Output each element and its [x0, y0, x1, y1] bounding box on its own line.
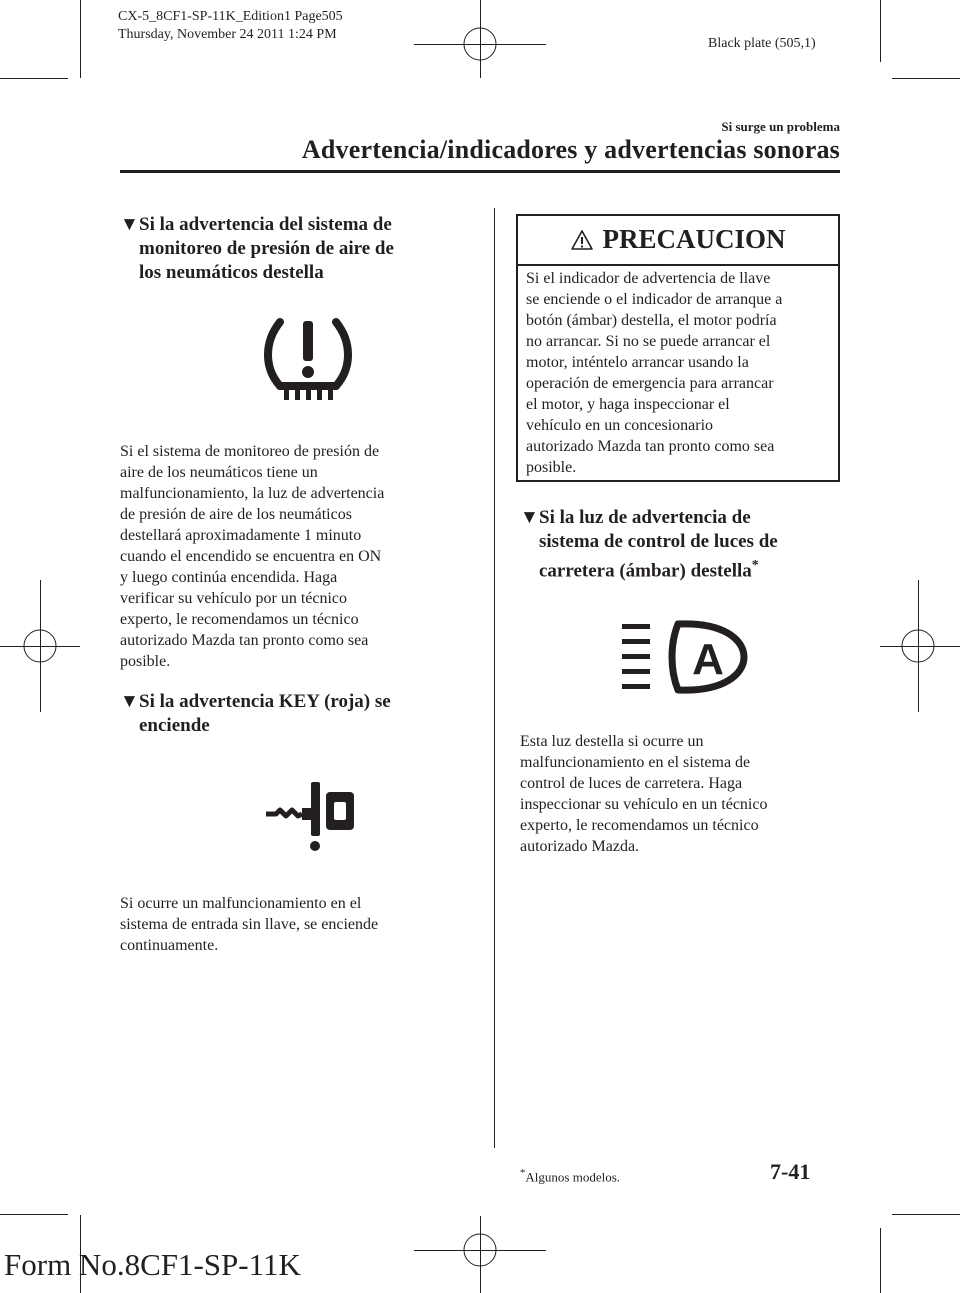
caution-icon — [570, 229, 594, 251]
caution-rule — [518, 264, 838, 266]
text-line: malfuncionamiento en el sistema de — [520, 754, 751, 771]
print-info — [118, 8, 343, 44]
text-line: autorizado Mazda tan pronto como sea — [120, 632, 369, 649]
heading-line — [539, 554, 778, 583]
paragraph-key-warning — [120, 893, 470, 956]
heading-line: monitoreo de presión de aire de — [139, 238, 394, 259]
footnote-star: * — [520, 1167, 526, 1179]
triangle-marker: ▼ — [120, 214, 139, 235]
text-line: no arrancar. Si no se puede arrancar el — [526, 333, 771, 350]
heading-key-warning — [120, 690, 460, 738]
text-line: posible. — [526, 459, 577, 476]
page-title: Advertencia/indicadores y advertencias sonoras — [301, 135, 840, 164]
text-line: y luego continúa encendida. Haga — [120, 569, 338, 586]
text-line: de presión de aire de los neumáticos — [120, 506, 352, 523]
form-number: Form No.8CF1-SP-11K — [4, 1247, 301, 1282]
key-warning-icon — [262, 778, 362, 852]
title-rule — [120, 170, 840, 173]
text-line: inspeccionar su vehículo en un técnico — [520, 796, 768, 813]
footnote — [520, 1167, 620, 1185]
caution-box — [516, 214, 840, 482]
text-line: autorizado Mazda tan pronto como sea — [526, 438, 775, 455]
text-line: motor, inténtelo arrancar usando la — [526, 354, 749, 371]
text-line: Si el indicador de advertencia de llave — [526, 270, 771, 287]
heading-line: Si la luz de advertencia de — [539, 507, 751, 528]
page-number: 7-41 — [770, 1159, 811, 1184]
model-star: * — [751, 558, 759, 573]
heading-line: los neumáticos destella — [139, 262, 324, 283]
text-line: experto, le recomendamos un técnico — [520, 817, 759, 834]
text-line: Si el sistema de monitoreo de presión de — [120, 443, 380, 460]
high-beam-control-icon — [618, 618, 750, 696]
text-line: experto, le recomendamos un técnico — [120, 611, 359, 628]
caution-header — [518, 224, 838, 260]
heading-line: Si la advertencia del sistema de — [139, 214, 392, 235]
footnote-text: Algunos modelos. — [525, 1169, 621, 1185]
heading-high-beam — [520, 506, 850, 583]
text-line: cuando el encendido se encuentra en ON — [120, 548, 382, 565]
text-line: continuamente. — [120, 937, 219, 954]
text-line: destellará aproximadamente 1 minuto — [120, 527, 362, 544]
text-line: se enciende o el indicador de arranque a — [526, 291, 783, 308]
text-line: operación de emergencia para arrancar — [526, 375, 774, 392]
plate-label: Black plate (505,1) — [708, 36, 816, 51]
text-line: autorizado Mazda. — [520, 838, 640, 855]
heading-line: sistema de control de luces de — [539, 531, 778, 552]
text-line: botón (ámbar) destella, el motor podría — [526, 312, 777, 329]
text-line: control de luces de carretera. Haga — [520, 775, 743, 792]
heading-tire-pressure — [120, 213, 460, 285]
triangle-marker: ▼ — [120, 691, 139, 712]
print-info-line: CX-5_8CF1-SP-11K_Edition1 Page505 — [118, 9, 343, 24]
text-line: el motor, y haga inspeccionar el — [526, 396, 730, 413]
triangle-marker: ▼ — [520, 507, 539, 528]
text-line: posible. — [120, 653, 171, 670]
print-info-line: Thursday, November 24 2011 1:24 PM — [118, 27, 337, 42]
text-line: malfuncionamiento, la luz de advertencia — [120, 485, 385, 502]
section-name: Si surge un problema — [721, 119, 840, 134]
column-divider — [494, 208, 495, 1148]
heading-line: enciende — [139, 715, 210, 736]
heading-line-text: carretera (ámbar) destella — [539, 560, 752, 582]
paragraph-high-beam — [520, 731, 840, 857]
text-line: aire de los neumáticos tiene un — [120, 464, 318, 481]
paragraph-tire-pressure — [120, 441, 470, 672]
caution-text — [526, 268, 832, 478]
tire-pressure-warning-icon — [258, 316, 358, 406]
text-line: Esta luz destella si ocurre un — [520, 733, 704, 750]
text-line: verificar su vehículo por un técnico — [120, 590, 348, 607]
heading-line: Si la advertencia KEY (roja) se — [139, 691, 391, 712]
caution-title: PRECAUCION — [602, 224, 786, 254]
icon-letter: A — [692, 635, 724, 684]
text-line: sistema de entrada sin llave, se enciende — [120, 916, 379, 933]
watermark: carmanualsonline.info — [660, 1268, 852, 1288]
text-line: vehículo en un concesionario — [526, 417, 714, 434]
text-line: Si ocurre un malfuncionamiento en el — [120, 895, 362, 912]
